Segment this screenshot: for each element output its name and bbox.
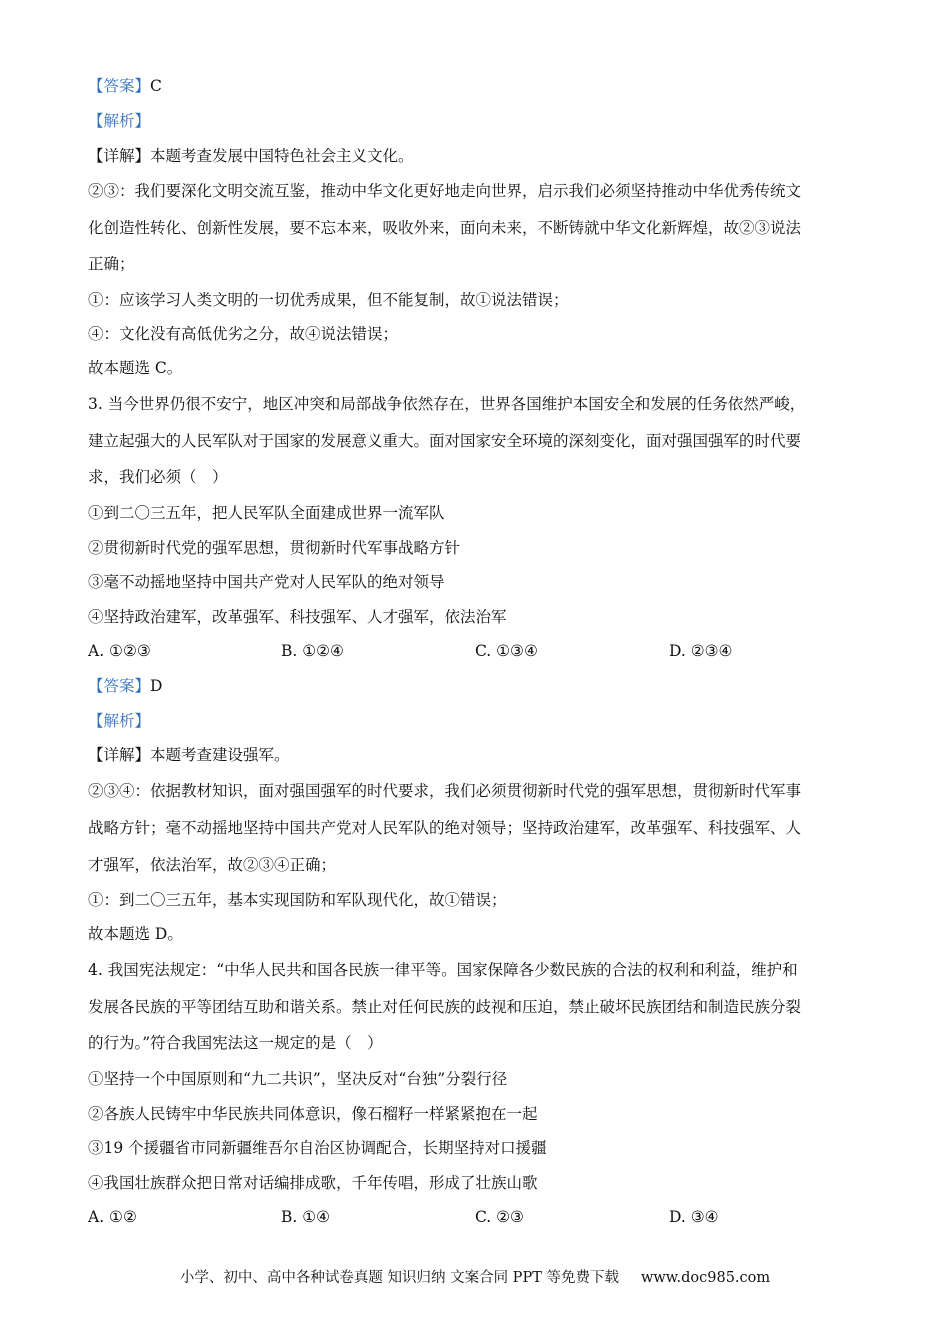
q3-answer-line [88, 676, 868, 696]
q2-explanation-line: ①：应该学习人类文明的一切优秀成果，但不能复制，故①说法错误； [88, 291, 569, 309]
q4-statement: ①坚持一个中国原则和“九二共识”，坚决反对“台独”分裂行径 [88, 1070, 508, 1088]
q2-explanation-line: 故本题选 C。 [88, 359, 183, 377]
q4-option-d: D. ③④ [669, 1208, 719, 1226]
q3-statement: ④坚持政治建军，改革强军、科技强军、人才强军，依法治军 [88, 608, 507, 626]
q2-explanation-line: ②③：我们要深化文明交流互鉴，推动中华文化更好地走向世界，启示我们必须坚持推动中华优秀传统文 [88, 182, 802, 200]
answer-tag: 【答案】 [88, 677, 151, 695]
q2-analysis-line [88, 111, 868, 131]
q4-option-c: C. ②③ [475, 1208, 524, 1226]
q4-statement: ④我国壮族群众把日常对话编排成歌，千年传唱，形成了壮族山歌 [88, 1174, 538, 1192]
detail-text: 本题考查发展中国特色社会主义文化。 [150, 147, 414, 165]
q3-statement: ①到二〇三五年，把人民军队全面建成世界一流军队 [88, 504, 445, 522]
q3-explanation-line: 战略方针；毫不动摇地坚持中国共产党对人民军队的绝对领导；坚持政治建军，改革强军、科技强军、人 [88, 819, 802, 837]
q2-detail-line [88, 146, 868, 166]
q3-statement: ②贯彻新时代党的强军思想，贯彻新时代军事战略方针 [88, 539, 461, 557]
detail-tag: 【详解】 [88, 147, 151, 165]
q3-analysis-line [88, 711, 868, 731]
q4-stem-line: 的行为。”符合我国宪法这一规定的是（ ） [88, 1034, 383, 1052]
q4-option-a: A. ①② [88, 1208, 137, 1226]
q3-explanation-line: 故本题选 D。 [88, 925, 183, 943]
q3-statement: ③毫不动摇地坚持中国共产党对人民军队的绝对领导 [88, 573, 445, 591]
q3-option-b: B. ①②④ [281, 642, 344, 660]
q3-detail-line [88, 745, 868, 765]
page-footer [0, 1268, 950, 1288]
q2-explanation-line: 化创造性转化、创新性发展，要不忘本来，吸收外来，面向未来，不断铸就中华文化新辉煌，故②③说法 [88, 219, 802, 237]
answer-value: D [150, 677, 163, 695]
q3-option-c: C. ①③④ [475, 642, 538, 660]
q3-explanation-line: ①：到二〇三五年，基本实现国防和军队现代化，故①错误； [88, 891, 507, 909]
q4-stem-line: 发展各民族的平等团结互助和谐关系。禁止对任何民族的歧视和压迫，禁止破坏民族团结和制造民族分裂 [88, 998, 802, 1016]
detail-tag: 【详解】 [88, 746, 151, 764]
detail-text: 本题考查建设强军。 [150, 746, 290, 764]
q3-stem-line: 3. 当今世界仍很不安宁，地区冲突和局部战争依然存在，世界各国维护本国安全和发展的任务依然严峻， [88, 395, 806, 413]
q4-option-b: B. ①④ [281, 1208, 331, 1226]
footer-text: 小学、初中、高中各种试卷真题 知识归纳 文案合同 PPT 等免费下载 [179, 1270, 619, 1286]
q4-statement: ③19 个援疆省市同新疆维吾尔自治区协调配合，长期坚持对口援疆 [88, 1139, 547, 1157]
answer-value: C [150, 77, 162, 95]
q3-stem-line: 求，我们必须（ ） [88, 468, 228, 486]
q3-explanation-line: 才强军，依法治军，故②③④正确； [88, 856, 337, 874]
q2-answer-line [88, 76, 868, 96]
footer-url[interactable]: www.doc985.com [640, 1270, 771, 1286]
q4-stem-line: 4. 我国宪法规定：“中华人民共和国各民族一律平等。国家保障各少数民族的合法的权利和利益，维护和 [88, 961, 798, 979]
answer-tag: 【答案】 [88, 77, 151, 95]
analysis-tag: 【解析】 [88, 112, 151, 130]
q3-option-a: A. ①②③ [88, 642, 151, 660]
q3-explanation-line: ②③④：依据教材知识，面对强国强军的时代要求，我们必须贯彻新时代党的强军思想，贯彻新时代军事 [88, 782, 802, 800]
q3-stem-line: 建立起强大的人民军队对于国家的发展意义重大。面对国家安全环境的深刻变化，面对强国强军的时代要 [88, 432, 802, 450]
q3-option-d: D. ②③④ [669, 642, 733, 660]
analysis-tag: 【解析】 [88, 712, 151, 730]
q4-statement: ②各族人民铸牢中华民族共同体意识，像石榴籽一样紧紧抱在一起 [88, 1105, 538, 1123]
q2-explanation-line: ④：文化没有高低优劣之分，故④说法错误； [88, 325, 399, 343]
q2-explanation-line: 正确； [88, 255, 135, 273]
